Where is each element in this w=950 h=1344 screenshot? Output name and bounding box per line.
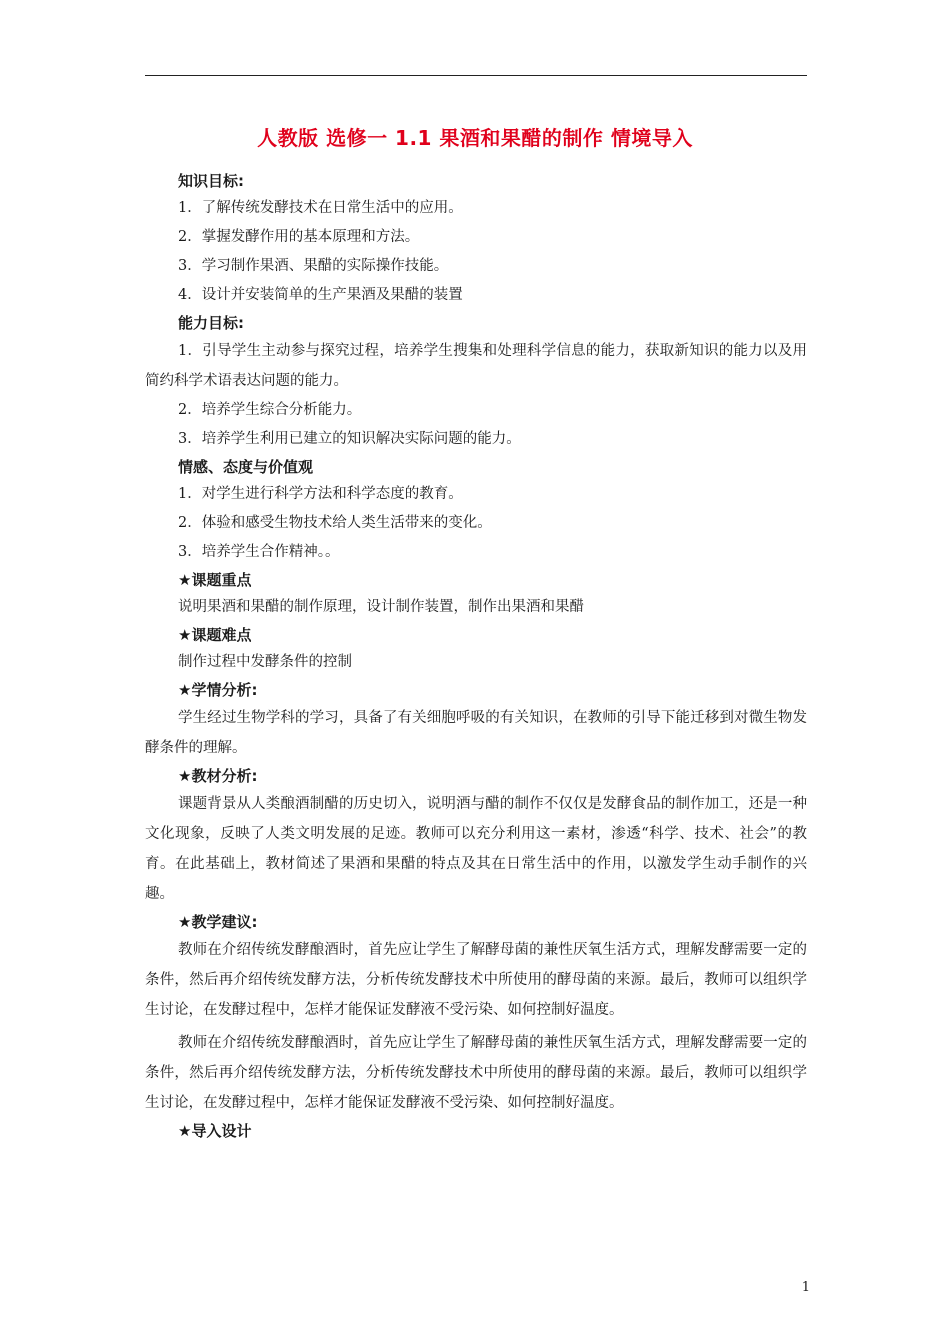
knowledge-item: 3．学习制作果酒、果醋的实际操作技能。: [178, 258, 449, 274]
knowledge-item: 1．了解传统发酵技术在日常生活中的应用。: [178, 200, 463, 216]
attitude-item: 2．体验和感受生物技术给人类生活带来的变化。: [178, 515, 492, 531]
attitude-item: 3．培养学生合作精神。。: [178, 544, 340, 560]
intro-design-heading: ★导入设计: [178, 1122, 252, 1140]
knowledge-item: 4．设计并安装简单的生产果酒及果醋的装置: [178, 287, 463, 303]
attitude-item: 1．对学生进行科学方法和科学态度的教育。: [178, 486, 463, 502]
ability-heading: 能力目标:: [178, 314, 244, 332]
student-analysis-text: 学生经过生物学科的学习，具备了有关细胞呼吸的有关知识，在教师的引导下能迁移到对微生物发酵条件的理解。: [145, 710, 807, 756]
key-point-text: 说明果酒和果醋的制作原理，设计制作装置，制作出果酒和果醋: [178, 599, 584, 615]
teaching-suggestion-paragraph: 教师在介绍传统发酵酿酒时，首先应让学生了解酵母菌的兼性厌氧生活方式，理解发酵需要一定的条件，然后再介绍传统发酵方法，分析传统发酵技术中所使用的酵母菌的来源。最后，教师可以组织学生讨论，在发酵过程中，怎样才能保证发酵液不受污染、如何控制好温度。: [145, 1035, 807, 1111]
key-point-heading: ★课题重点: [178, 571, 252, 589]
knowledge-item: 2．掌握发酵作用的基本原理和方法。: [178, 229, 420, 245]
header-rule: [145, 75, 807, 76]
difficulty-heading: ★课题难点: [178, 626, 252, 644]
teaching-suggestion-paragraph: 教师在介绍传统发酵酿酒时，首先应让学生了解酵母菌的兼性厌氧生活方式，理解发酵需要一定的条件，然后再介绍传统发酵方法，分析传统发酵技术中所使用的酵母菌的来源。最后，教师可以组织学生讨论，在发酵过程中，怎样才能保证发酵液不受污染、如何控制好温度。: [145, 942, 807, 1018]
textbook-analysis-heading: ★教材分析:: [178, 767, 258, 785]
attitude-heading: 情感、态度与价值观: [178, 458, 314, 476]
document-title: 人教版 选修一 1.1 果酒和果醋的制作 情境导入: [257, 126, 693, 150]
textbook-analysis-text: 课题背景从人类酿酒制醋的历史切入，说明酒与醋的制作不仅仅是发酵食品的制作加工，还是一种文化现象，反映了人类文明发展的足迹。教师可以充分利用这一素材，渗透“科学、技术、社会”的教育。在此基础上，教材简述了果酒和果醋的特点及其在日常生活中的作用，以激发学生动手制作的兴趣。: [145, 796, 807, 902]
ability-item: 3．培养学生利用已建立的知识解决实际问题的能力。: [178, 431, 521, 447]
page-number: 1: [801, 1280, 810, 1295]
ability-item: 1．引导学生主动参与探究过程，培养学生搜集和处理科学信息的能力，获取新知识的能力以及用简约科学术语表达问题的能力。: [145, 343, 807, 389]
teaching-suggestion-heading: ★教学建议:: [178, 913, 258, 931]
document-body: [145, 168, 807, 1144]
ability-item: 2．培养学生综合分析能力。: [178, 402, 362, 418]
student-analysis-heading: ★学情分析:: [178, 681, 258, 699]
knowledge-heading: 知识目标:: [178, 172, 244, 190]
difficulty-text: 制作过程中发酵条件的控制: [178, 654, 352, 670]
